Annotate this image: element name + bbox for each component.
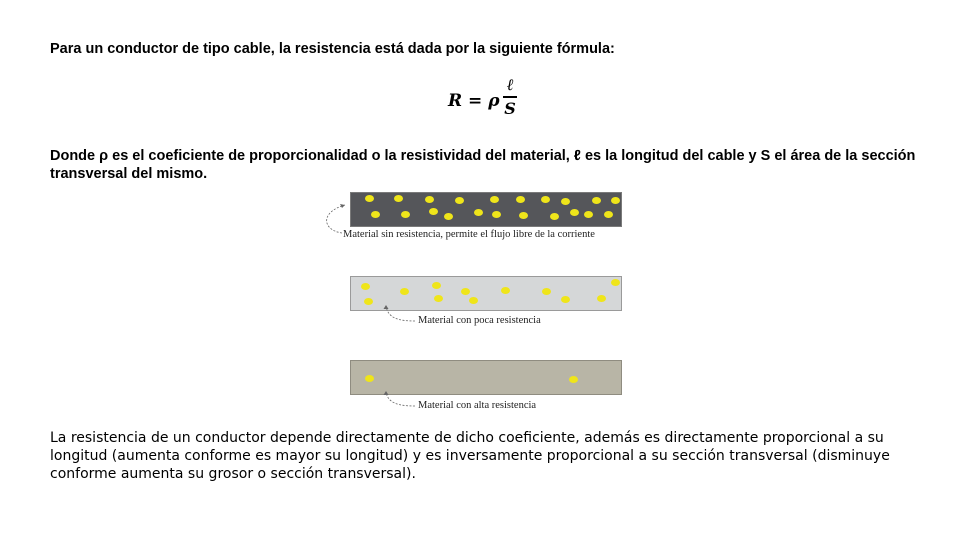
charge-dot — [490, 196, 499, 203]
conclusion-text: La resistencia de un conductor depende directamente de dicho coeficiente, además es directamente proporcional a su longitud (aumenta conforme es mayor su longitud) y es inversamente proporcional a su sección transversal (disminuye conforme aumenta su grosor o sección transversal). — [50, 430, 890, 482]
definition-text: Donde ρ es el coeficiente de proporcionalidad o la resistividad del material, ℓ es la longitud del cable y S el área de la sección transversal del mismo. — [50, 148, 916, 182]
arrowhead-1 — [340, 204, 345, 208]
charge-dot — [597, 295, 606, 302]
charge-dot — [550, 213, 559, 220]
formula-lhs: R = ρ — [448, 91, 500, 111]
charge-dot — [469, 297, 478, 304]
charge-dot — [400, 288, 409, 295]
charge-dot — [570, 209, 579, 216]
formula-numerator: ℓ — [506, 75, 514, 94]
charge-dot — [611, 197, 620, 204]
charge-dot — [542, 288, 551, 295]
resistance-formula — [448, 76, 528, 126]
caption-high-resistance: Material con alta resistencia — [418, 400, 537, 411]
charge-dot — [434, 295, 443, 302]
charge-dot — [394, 195, 403, 202]
charge-dot — [501, 287, 510, 294]
charge-dot — [364, 298, 373, 305]
charge-dot — [541, 196, 550, 203]
charge-dot — [371, 211, 380, 218]
charge-dot — [429, 208, 438, 215]
charge-dot — [365, 195, 374, 202]
charge-dot — [519, 212, 528, 219]
charge-dot — [474, 209, 483, 216]
formula-fraction — [503, 76, 517, 118]
charge-dot — [432, 282, 441, 289]
charge-dot — [611, 279, 620, 286]
material-no-resistance-bar — [350, 192, 622, 227]
charge-dot — [444, 213, 453, 220]
charge-dot — [561, 296, 570, 303]
intro-text: Para un conductor de tipo cable, la resistencia está dada por la siguiente fórmula: — [50, 41, 615, 57]
material-low-resistance-bar — [350, 276, 622, 311]
charge-dot — [592, 197, 601, 204]
material-high-resistance-bar — [350, 360, 622, 395]
charge-dot — [516, 196, 525, 203]
charge-dot — [365, 375, 374, 382]
charge-dot — [425, 196, 434, 203]
formula-denominator: S — [504, 98, 516, 118]
charge-dot — [361, 283, 370, 290]
charge-dot — [492, 211, 501, 218]
charge-dot — [561, 198, 570, 205]
charge-dot — [461, 288, 470, 295]
charge-dot — [604, 211, 613, 218]
caption-low-resistance: Material con poca resistencia — [418, 315, 541, 326]
charge-dot — [584, 211, 593, 218]
charge-dot — [401, 211, 410, 218]
charge-dot — [569, 376, 578, 383]
charge-dot — [455, 197, 464, 204]
caption-no-resistance: Material sin resistencia, permite el flujo libre de la corriente — [343, 229, 595, 240]
fraction-bar — [503, 96, 517, 98]
